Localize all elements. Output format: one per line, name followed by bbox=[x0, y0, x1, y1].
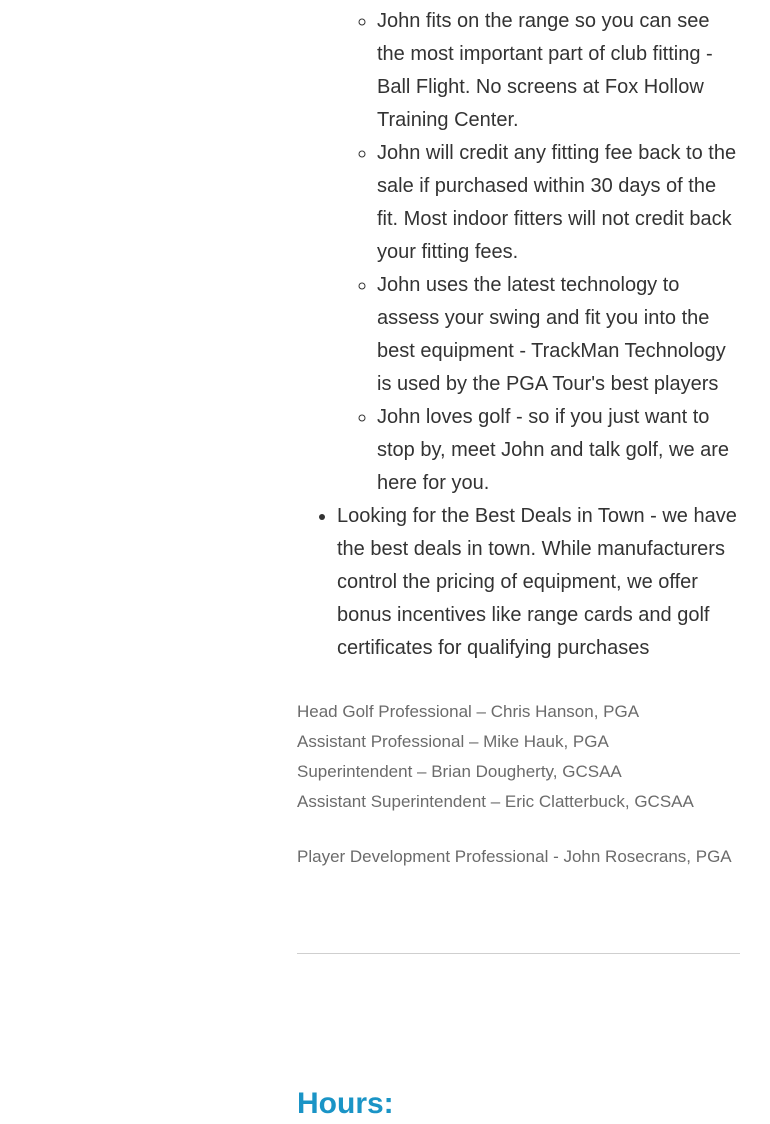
list-item: ◦ John will credit any fitting fee back to the sale if purchased within 30 days of the fit. Most indoor fitters will not credit back your fitting fees. bbox=[377, 137, 740, 269]
hours-heading: Hours: bbox=[297, 1087, 394, 1120]
list-item: ◦ John uses the latest technology to assess your swing and fit you into the best equipment - TrackMan Technology is used by the PGA Tour's best players bbox=[377, 269, 740, 401]
staff-line: Assistant Superintendent – Eric Clatterbuck, GCSAA bbox=[297, 792, 694, 811]
list-item bbox=[337, 0, 740, 500]
staff-line: Head Golf Professional – Chris Hanson, PGA bbox=[297, 702, 640, 721]
staff-directory bbox=[297, 697, 740, 872]
list-item: ◦ John loves golf - so if you just want to stop by, meet John and talk golf, we are here for you. bbox=[377, 401, 740, 500]
staff-line: Superintendent – Brian Dougherty, GCSAA bbox=[297, 762, 622, 781]
player-development-line: Player Development Professional - John Rosecrans, PGA bbox=[297, 847, 732, 866]
section-divider bbox=[297, 953, 740, 954]
main-content bbox=[297, 0, 740, 1120]
list-item: ◦ • John fits on the range so you can see the most important part of club fitting - Ball Flight. No screens at Fox Hollow Training Center. bbox=[377, 5, 740, 137]
fitting-benefits-list bbox=[337, 0, 740, 500]
staff-line: Assistant Professional – Mike Hauk, PGA bbox=[297, 732, 609, 751]
list-item: • Looking for the Best Deals in Town - we have the best deals in town. While manufacturers control the pricing of equipment, we offer bonus incentives like range cards and golf certificates for qualifying purchases bbox=[337, 500, 740, 665]
spacer bbox=[297, 817, 740, 842]
feature-list bbox=[297, 0, 740, 665]
